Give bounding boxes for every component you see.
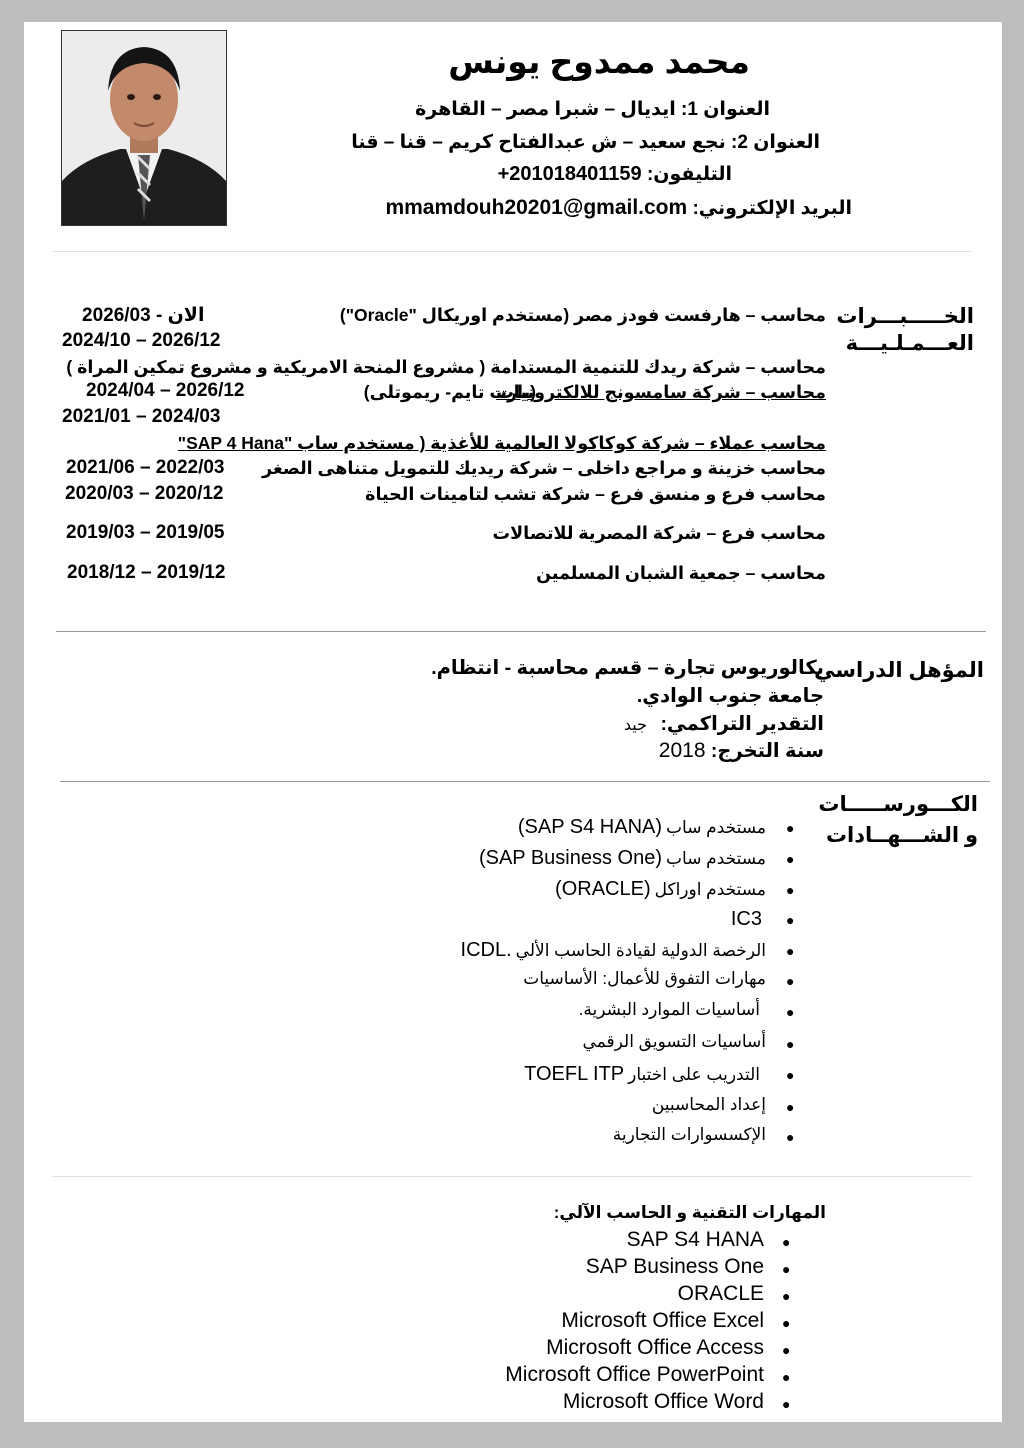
course-item <box>457 939 766 962</box>
bullet-icon: ● <box>786 1004 795 1020</box>
bullet-icon: ● <box>782 1342 791 1358</box>
courses-title <box>818 792 978 848</box>
bullet-icon: ● <box>786 943 795 959</box>
job-title-2: محاسب – شركة ريدك للتنمية المستدامة ( مشروع المنحة الامريكية و مشروع تمكين المراة ) <box>66 357 826 377</box>
course-item-text: مهارات التفوق للأعمال: الأساسيات <box>523 969 766 988</box>
course-item-text: مستخدم ساب <box>666 849 766 868</box>
email <box>385 196 852 220</box>
bullet-icon: ● <box>782 1396 791 1412</box>
course-item-text: مستخدم ساب <box>666 818 766 837</box>
bullet-icon: ● <box>786 1067 795 1083</box>
education-university: جامعة جنوب الوادي. <box>636 685 824 707</box>
bullet-icon: ● <box>782 1261 791 1277</box>
job-note-3: (بارت تايم- ريموتلى) <box>363 382 536 402</box>
bullet-icon: ● <box>786 1099 795 1115</box>
experience-title-line2: العـــمـلـيـــة <box>845 332 974 355</box>
experience-title-line1: الخـــــبـــرات <box>836 305 974 328</box>
address-1-label: العنوان 1: <box>681 99 770 120</box>
skill-item: SAP Business One <box>585 1255 764 1278</box>
education-degree: بكالوريوس تجارة – قسم محاسبة - انتظام. <box>431 657 824 679</box>
bullet-icon: ● <box>786 912 795 928</box>
course-item <box>579 1000 760 1020</box>
course-item-text: إعداد المحاسبين <box>651 1095 766 1114</box>
job-dates-1: 2026/03 - الان <box>82 305 205 326</box>
course-item-text: التدريب على اختبار <box>628 1065 760 1084</box>
year-label: سنة التخرج: <box>710 740 824 762</box>
skill-item: ORACLE <box>677 1282 764 1305</box>
bullet-icon: ● <box>782 1234 791 1250</box>
job-dates-4: 2021/01 – 2024/03 <box>62 406 221 427</box>
bullet-icon: ● <box>786 1129 795 1145</box>
job-dates-3: 2024/04 – 2026/12 <box>86 380 245 401</box>
address-1 <box>415 98 770 121</box>
bullet-icon: ● <box>786 882 795 898</box>
job-dates-6: 2020/03 – 2020/12 <box>65 483 224 504</box>
course-item-latin: IC3 <box>730 908 762 930</box>
bullet-icon: ● <box>786 851 795 867</box>
divider <box>52 251 972 252</box>
bullet-icon: ● <box>782 1315 791 1331</box>
skill-item: Microsoft Office Excel <box>561 1309 764 1332</box>
skill-item: Microsoft Office Word <box>562 1390 764 1413</box>
skills-title: المهارات التقنية و الحاسب الآلي: <box>553 1203 826 1222</box>
job-dates-5: 2021/06 – 2022/03 <box>66 457 225 478</box>
course-item-text: أساسيات التسويق الرقمي <box>582 1032 766 1051</box>
candidate-name: محمد ممدوح يونس <box>448 43 750 80</box>
address-2-value: نجع سعيد – ش عبدالفتاح كريم – قنا – قنا <box>351 132 726 153</box>
job-title-6: محاسب فرع و منسق فرع – شركة تشب لتامينات الحياة <box>365 484 826 504</box>
course-item-text: مستخدم اوراكل <box>654 880 766 899</box>
phone-value: +201018401159 <box>497 163 642 185</box>
job-dates-8: 2018/12 – 2019/12 <box>67 562 226 583</box>
person-silhouette-icon <box>62 31 226 225</box>
job-title-4: محاسب عملاء – شركة كوكاكولا العالمية للأغذية ( مستخدم ساب "SAP 4 Hana" <box>177 433 826 453</box>
skill-item: Microsoft Office PowerPoint <box>505 1363 764 1386</box>
address-1-value: ايديال – شبرا مصر – القاهرة <box>415 99 676 120</box>
bullet-icon: ● <box>786 820 795 836</box>
course-item-text: الرخصة الدولية لقيادة الحاسب الألي <box>515 941 766 960</box>
divider <box>56 631 986 632</box>
grade-label: التقدير التراكمي: <box>660 713 824 735</box>
job-title-1: محاسب – هارفست فودز مصر (مستخدم اوريكال "Oracle") <box>339 305 826 325</box>
course-item <box>551 878 766 901</box>
education-grade <box>624 712 824 736</box>
course-item-text: أساسيات الموارد البشرية. <box>578 1000 760 1019</box>
grade-value: جيد <box>623 717 648 734</box>
job-dates-2: 2024/10 – 2026/12 <box>62 330 221 351</box>
job-title-3: محاسب – شركة سامسونج للالكترونيات <box>496 382 826 402</box>
course-item-latin: (SAP Business One) <box>478 847 663 869</box>
course-item <box>652 1095 766 1115</box>
courses-title-line1: الكـــورســـــات <box>818 793 978 816</box>
bullet-icon: ● <box>782 1288 791 1304</box>
course-item <box>613 1125 766 1145</box>
course-item-latin: (ORACLE) <box>555 878 651 900</box>
job-dates-7: 2019/03 – 2019/05 <box>66 522 225 543</box>
course-item-latin: ICDL. <box>460 939 512 961</box>
address-2-label: العنوان 2: <box>731 132 820 153</box>
education-title: المؤهل الدراسي <box>814 659 984 682</box>
course-item <box>514 816 766 839</box>
course-item <box>475 847 766 870</box>
bullet-icon: ● <box>786 1036 795 1052</box>
bullet-icon: ● <box>786 973 795 989</box>
course-item-text: الإكسسوارات التجارية <box>612 1125 766 1144</box>
job-title-5: محاسب خزينة و مراجع داخلى – شركة ريديك للتمويل متناهى الصغر <box>262 458 826 478</box>
course-item <box>520 1063 760 1086</box>
bullet-icon: ● <box>782 1369 791 1385</box>
divider <box>60 781 990 782</box>
profile-photo <box>61 30 227 226</box>
phone <box>498 163 732 186</box>
skill-item: SAP S4 HANA <box>626 1228 764 1251</box>
job-title-7: محاسب فرع – شركة المصرية للاتصالات <box>492 523 826 543</box>
email-label: البريد الإلكتروني: <box>692 198 852 219</box>
experience-title <box>836 304 974 356</box>
job-title-8: محاسب – جمعية الشبان المسلمين <box>536 563 826 583</box>
divider <box>52 1176 972 1177</box>
course-item <box>583 1032 766 1052</box>
email-value: mmamdouh20201@gmail.com <box>385 196 688 219</box>
year-value: 2018 <box>658 739 706 762</box>
course-item-latin: (SAP S4 HANA) <box>517 816 663 838</box>
cv-page <box>24 22 1002 1422</box>
address-2 <box>351 131 820 154</box>
phone-label: التليفون: <box>646 164 732 185</box>
skill-item: Microsoft Office Access <box>546 1336 764 1359</box>
courses-title-line2: و الشـــهــادات <box>825 824 978 847</box>
education-year <box>659 739 824 763</box>
course-item <box>727 908 766 931</box>
course-item <box>523 969 766 989</box>
course-item-latin: TOEFL ITP <box>524 1063 625 1085</box>
